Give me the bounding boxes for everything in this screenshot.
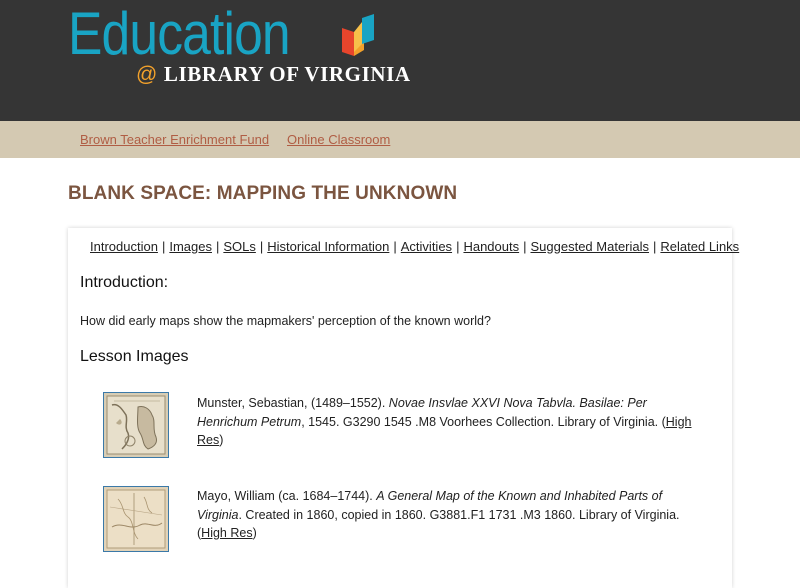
tab-introduction[interactable]: Introduction bbox=[90, 239, 158, 254]
nav-link-brown-fund[interactable]: Brown Teacher Enrichment Fund bbox=[80, 132, 270, 147]
tab-activities[interactable]: Activities bbox=[400, 239, 453, 254]
caption-close: ) bbox=[252, 526, 257, 540]
introduction-heading: Introduction: bbox=[80, 274, 169, 291]
high-res-link[interactable]: High Res bbox=[201, 526, 253, 540]
caption-title: A General Map of the Known and Inhabited Parts of Virginia bbox=[197, 489, 663, 522]
site-header bbox=[0, 0, 800, 121]
tab-separator: | bbox=[215, 239, 220, 254]
secondary-nav bbox=[0, 121, 800, 158]
book-logo-icon bbox=[340, 12, 378, 58]
tab-separator: | bbox=[393, 239, 397, 254]
logo-text[interactable]: Education bbox=[68, 0, 290, 67]
map-thumbnail-mayo[interactable] bbox=[103, 486, 169, 552]
image-caption-munster bbox=[197, 394, 697, 450]
map-thumbnail-munster[interactable] bbox=[103, 392, 169, 458]
tab-separator: | bbox=[653, 239, 657, 254]
tab-separator: | bbox=[259, 239, 264, 254]
tab-suggested-materials[interactable]: Suggested Materials bbox=[530, 239, 650, 254]
tab-sols[interactable]: SOLs bbox=[223, 239, 256, 254]
map-thumbnail-icon bbox=[104, 393, 168, 457]
tab-related-links[interactable]: Related Links bbox=[660, 239, 740, 254]
nav-link-online-classroom[interactable]: Online Classroom bbox=[287, 132, 391, 147]
content-panel bbox=[68, 228, 740, 588]
tab-separator: | bbox=[161, 239, 166, 254]
introduction-question: How did early maps show the mapmakers' perception of the known world? bbox=[80, 314, 491, 328]
caption-author: Mayo, William (ca. 1684–1744). bbox=[197, 489, 377, 503]
lesson-images-heading: Lesson Images bbox=[80, 348, 189, 365]
logo-at-sign: @ bbox=[136, 63, 158, 86]
caption-details: , 1545. G3290 1545 .M8 Voorhees Collection. Library of Virginia. ( bbox=[301, 414, 666, 429]
tab-separator: | bbox=[456, 239, 460, 254]
logo-sub-label: LIBRARY OF VIRGINIA bbox=[163, 62, 411, 86]
tab-historical-information[interactable]: Historical Information bbox=[267, 239, 390, 254]
high-res-link[interactable]: High Res bbox=[197, 414, 692, 447]
map-thumbnail-icon bbox=[104, 487, 168, 551]
caption-details: . Created in 1860, copied in 1860. G3881.F1 1731 .M3 1860. Library of Virginia. ( bbox=[197, 507, 680, 540]
caption-title: Novae Insvlae XXVI Nova Tabvla. Basilae: Per Henrichum Petrum bbox=[197, 396, 647, 429]
tab-separator: | bbox=[523, 239, 527, 254]
caption-author: Munster, Sebastian, (1489–1552). bbox=[197, 396, 389, 410]
logo-subtitle bbox=[136, 62, 411, 87]
page-title: BLANK SPACE: MAPPING THE UNKNOWN bbox=[68, 183, 458, 204]
tab-handouts[interactable]: Handouts bbox=[463, 239, 520, 254]
caption-close: ) bbox=[219, 433, 224, 447]
section-tabs bbox=[90, 239, 739, 254]
tab-images[interactable]: Images bbox=[169, 239, 212, 254]
image-caption-mayo bbox=[197, 487, 697, 543]
